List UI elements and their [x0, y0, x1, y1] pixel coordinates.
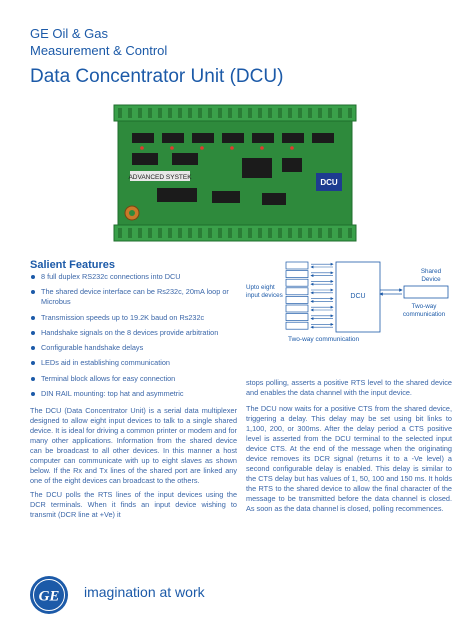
polling-paragraph: The DCU polls the RTS lines of the input devices using the DCR terminals. When it finds an input device wishing to transmit (DCR line at +Ve) it	[30, 490, 237, 519]
list-item: Handshake signals on the 8 devices provide arbitration	[30, 328, 240, 338]
input-device-boxes	[286, 262, 308, 329]
board-badge-text: DCU	[320, 178, 338, 187]
bullet-icon	[31, 392, 35, 396]
ge-logo	[29, 575, 69, 615]
list-item: The shared device interface can be Rs232c, 20mA loop or Microbus	[30, 287, 240, 307]
input-device-box	[286, 314, 308, 321]
features-heading: Salient Features	[30, 259, 115, 271]
input-device-box	[286, 288, 308, 295]
shared-device-label-2: Device	[421, 276, 441, 283]
input-arrows	[311, 264, 333, 327]
ge-logo-text: GE	[38, 588, 60, 605]
product-photo	[112, 103, 358, 243]
brand-header	[30, 25, 167, 59]
twoway-bottom-label: Two-way communication	[288, 336, 360, 343]
dcu-diagram	[244, 258, 452, 350]
list-item: Terminal block allows for easy connection	[30, 374, 240, 384]
input-device-box	[286, 271, 308, 278]
left-column	[30, 406, 237, 524]
dcu-label: DCU	[350, 293, 366, 300]
delay-paragraph: The DCU now waits for a positive CTS from the shared device, triggering a delay. This delay may be set using bit links to 1,100, 200, or 300ms. After the delay period a CTS positive level is asserted from the DCU terminal to the selected input device CTS. At the end of the message when the originating device removes its DCR signal (returns it to a -Ve level) a second configurable delay is enabled. This delay is similar to the CTS delay but has values of 1, 50, 100 and 150 ms. It holds the RTS to the shared device to allow the final character of the message to be transmitted before the data channel is closed. As soon as the data channel is closed, polling recommences.	[246, 404, 452, 513]
bullet-icon	[31, 361, 35, 365]
twoway-right-label-1: Two-way	[411, 303, 437, 310]
bullet-icon	[31, 316, 35, 320]
input-device-box	[286, 262, 308, 269]
right-column	[246, 378, 452, 520]
bullet-icon	[31, 377, 35, 381]
page-title: Data Concentrator Unit (DCU)	[30, 66, 284, 87]
list-item: LEDs aid in establishing communication	[30, 358, 240, 368]
bullet-icon	[31, 346, 35, 350]
board-brand-text: ADVANCED SYSTEK	[128, 174, 192, 181]
list-item: DIN RAIL mounting: top hat and asymmetric	[30, 389, 240, 399]
bullet-icon	[31, 275, 35, 279]
intro-paragraph: The DCU (Data Concentrator Unit) is a serial data multiplexer designed to allow eight input devices to talk to a single shared device. It is ideal for driving a common printer or modem and for many other applications. Information from the shared device can be broadcast to all other devices. In this manner a host computer can communicate with up to eight slaves as shown below. If the Rx and Tx lines of the shared port are linked any one of the eight devices can broadcast to the others.	[30, 406, 237, 485]
input-device-box	[286, 305, 308, 312]
input-device-box	[286, 296, 308, 303]
list-item: Configurable handshake delays	[30, 343, 240, 353]
input-device-box	[286, 322, 308, 329]
features-list	[30, 272, 240, 404]
input-devices-label-2: input devices	[246, 292, 283, 299]
tagline: imagination at work	[84, 584, 205, 600]
brand-line-company: GE Oil & Gas	[30, 26, 109, 41]
polling-continued-paragraph: stops polling, asserts a positive RTS level to the shared device and enables the data channel with the input device.	[246, 378, 452, 397]
list-item: 8 full duplex RS232c connections into DCU	[30, 272, 240, 282]
bullet-icon	[31, 331, 35, 335]
input-device-box	[286, 279, 308, 286]
shared-device-box	[404, 286, 448, 298]
shared-device-label-1: Shared	[420, 268, 442, 275]
list-item: Transmission speeds up to 19.2K baud on Rs232c	[30, 313, 240, 323]
brand-line-division: Measurement & Control	[30, 43, 168, 58]
twoway-right-label-2: communication	[402, 311, 446, 318]
bullet-icon	[31, 290, 35, 294]
input-devices-label-1: Upto eight	[246, 284, 275, 291]
